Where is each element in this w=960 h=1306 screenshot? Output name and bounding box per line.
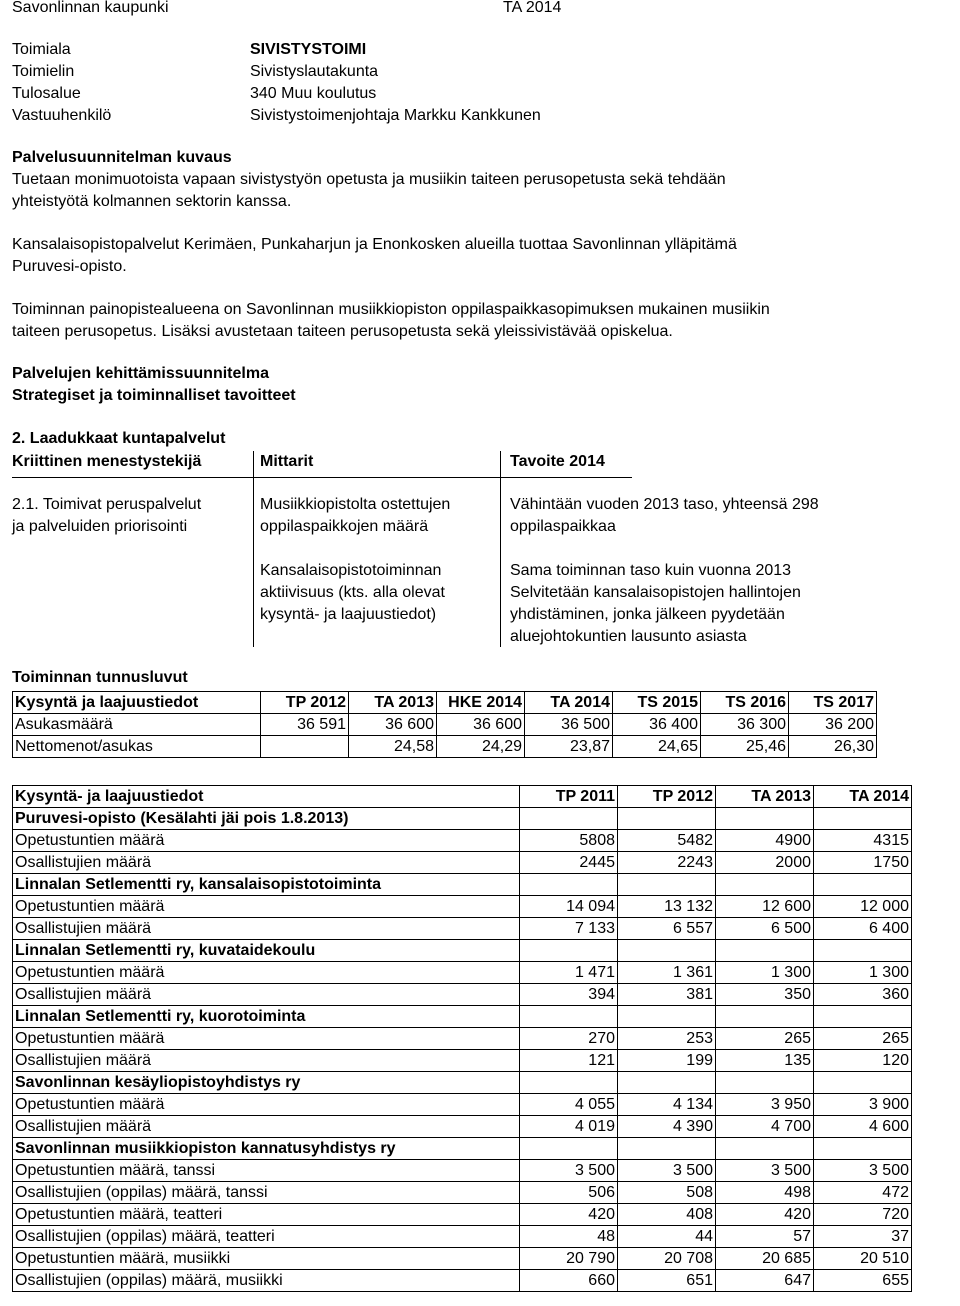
table-row bbox=[13, 1182, 912, 1204]
table-cell: 4900 bbox=[716, 830, 814, 852]
table-row bbox=[13, 852, 912, 874]
table-header-cell: TS 2016 bbox=[701, 692, 789, 714]
table-cell: 4 700 bbox=[716, 1116, 814, 1138]
table-cell bbox=[261, 736, 349, 758]
table-cell bbox=[618, 1006, 716, 1028]
table-header-row bbox=[13, 786, 912, 808]
table-cell bbox=[618, 874, 716, 896]
goals-factor bbox=[12, 494, 201, 538]
table-cell bbox=[618, 808, 716, 830]
table-cell bbox=[520, 874, 618, 896]
table-header-cell: TP 2012 bbox=[261, 692, 349, 714]
table-section-cell: Puruvesi-opisto (Kesälahti jäi pois 1.8.2013) bbox=[13, 808, 520, 830]
table-cell: Opetustuntien määrä, musiikki bbox=[13, 1248, 520, 1270]
table-row bbox=[13, 1204, 912, 1226]
service-plan-paragraph-3 bbox=[12, 299, 947, 343]
goals-metric bbox=[260, 560, 445, 626]
table-cell: Nettomenot/asukas bbox=[13, 736, 261, 758]
table-cell bbox=[716, 940, 814, 962]
table-header-cell: TP 2012 bbox=[618, 786, 716, 808]
goals-target-line: yhdistäminen, jonka jälkeen pyydetään bbox=[510, 606, 785, 623]
info-value: Sivistystoimenjohtaja Markku Kankkunen bbox=[250, 107, 541, 124]
table-cell: 20 685 bbox=[716, 1248, 814, 1270]
goals-col-factor: Kriittinen menestystekijä bbox=[12, 453, 202, 470]
table-cell: 6 500 bbox=[716, 918, 814, 940]
service-plan-heading: Palvelusuunnitelman kuvaus bbox=[12, 149, 232, 166]
table-cell: 36 600 bbox=[349, 714, 437, 736]
table-cell: 12 600 bbox=[716, 896, 814, 918]
table-cell: 3 950 bbox=[716, 1094, 814, 1116]
table-cell bbox=[814, 1138, 912, 1160]
table-cell: 647 bbox=[716, 1270, 814, 1292]
goals-col-divider bbox=[253, 451, 254, 647]
table-header-cell: TA 2014 bbox=[525, 692, 613, 714]
table-cell bbox=[618, 1138, 716, 1160]
table-header-cell: TS 2015 bbox=[613, 692, 701, 714]
table-cell: 12 000 bbox=[814, 896, 912, 918]
table-section-row bbox=[13, 1006, 912, 1028]
table-cell: 720 bbox=[814, 1204, 912, 1226]
demand-table bbox=[12, 785, 912, 1292]
table-cell bbox=[618, 1072, 716, 1094]
table-cell: Opetustuntien määrä bbox=[13, 1028, 520, 1050]
table-row bbox=[13, 1116, 912, 1138]
table-header-row bbox=[13, 692, 877, 714]
table-cell: 472 bbox=[814, 1182, 912, 1204]
table-cell bbox=[814, 808, 912, 830]
table-cell: Asukasmäärä bbox=[13, 714, 261, 736]
goals-target bbox=[510, 560, 801, 648]
table-cell: 3 500 bbox=[716, 1160, 814, 1182]
table-cell: Osallistujien määrä bbox=[13, 852, 520, 874]
info-value: Sivistyslautakunta bbox=[250, 63, 379, 80]
development-heading: Palvelujen kehittämissuunnitelma bbox=[12, 365, 269, 382]
table-cell bbox=[520, 1138, 618, 1160]
table-cell: 3 500 bbox=[618, 1160, 716, 1182]
info-value: 340 Muu koulutus bbox=[250, 85, 377, 102]
table-cell bbox=[716, 1072, 814, 1094]
table-cell: 381 bbox=[618, 984, 716, 1006]
table-cell: 135 bbox=[716, 1050, 814, 1072]
table-cell bbox=[814, 1072, 912, 1094]
table-cell: 48 bbox=[520, 1226, 618, 1248]
table-cell: 23,87 bbox=[525, 736, 613, 758]
table-cell: 57 bbox=[716, 1226, 814, 1248]
table-cell: 508 bbox=[618, 1182, 716, 1204]
info-label: Vastuuhenkilö bbox=[12, 107, 112, 124]
goals-col-target: Tavoite 2014 bbox=[510, 453, 605, 470]
paragraph-line: Puruvesi-opisto. bbox=[12, 258, 127, 275]
goals-target-line: Selvitetään kansalaisopistojen hallintojen bbox=[510, 584, 801, 601]
table-cell: 120 bbox=[814, 1050, 912, 1072]
info-label: Toimiala bbox=[12, 41, 71, 58]
table-cell bbox=[520, 1072, 618, 1094]
table-cell bbox=[520, 940, 618, 962]
table-cell: Opetustuntien määrä bbox=[13, 896, 520, 918]
table-section-cell: Linnalan Setlementti ry, kuorotoiminta bbox=[13, 1006, 520, 1028]
table-cell: 270 bbox=[520, 1028, 618, 1050]
table-cell bbox=[520, 1006, 618, 1028]
goals-target-line: oppilaspaikkaa bbox=[510, 518, 616, 535]
goals-target-line: Vähintään vuoden 2013 taso, yhteensä 298 bbox=[510, 496, 819, 513]
table-cell: 265 bbox=[814, 1028, 912, 1050]
table-cell: 199 bbox=[618, 1050, 716, 1072]
table-cell: 121 bbox=[520, 1050, 618, 1072]
table-cell: 420 bbox=[520, 1204, 618, 1226]
table-cell: 360 bbox=[814, 984, 912, 1006]
goals-metric-line: kysyntä- ja laajuustiedot) bbox=[260, 606, 437, 623]
table-section-row bbox=[13, 940, 912, 962]
table-cell: Osallistujien määrä bbox=[13, 1050, 520, 1072]
table-cell: 2445 bbox=[520, 852, 618, 874]
goals-col-metrics: Mittarit bbox=[260, 453, 314, 470]
table-cell: 36 400 bbox=[613, 714, 701, 736]
table-row bbox=[13, 830, 912, 852]
goals-target bbox=[510, 494, 819, 538]
table-cell: 6 400 bbox=[814, 918, 912, 940]
table-row bbox=[13, 1270, 912, 1292]
table-cell: 3 500 bbox=[814, 1160, 912, 1182]
table-section-row bbox=[13, 874, 912, 896]
table-cell: 26,30 bbox=[789, 736, 877, 758]
table-cell: 3 500 bbox=[520, 1160, 618, 1182]
goals-target-line: Sama toiminnan taso kuin vuonna 2013 bbox=[510, 562, 792, 579]
table-cell: Osallistujien (oppilas) määrä, musiikki bbox=[13, 1270, 520, 1292]
table-cell: 37 bbox=[814, 1226, 912, 1248]
goals-metric bbox=[260, 494, 450, 538]
table-cell: 2000 bbox=[716, 852, 814, 874]
table-cell: 36 300 bbox=[701, 714, 789, 736]
table-cell: 36 500 bbox=[525, 714, 613, 736]
table-cell: 655 bbox=[814, 1270, 912, 1292]
table-cell: 36 591 bbox=[261, 714, 349, 736]
table-cell: Osallistujien (oppilas) määrä, teatteri bbox=[13, 1226, 520, 1248]
table-section-cell: Savonlinnan kesäyliopistoyhdistys ry bbox=[13, 1072, 520, 1094]
table-cell: 4 055 bbox=[520, 1094, 618, 1116]
table-row bbox=[13, 1028, 912, 1050]
document-version: TA 2014 bbox=[503, 0, 562, 16]
key-figures-heading: Toiminnan tunnusluvut bbox=[12, 669, 188, 686]
table-row bbox=[13, 736, 877, 758]
table-cell: 1 300 bbox=[814, 962, 912, 984]
table-cell: 408 bbox=[618, 1204, 716, 1226]
table-cell bbox=[814, 940, 912, 962]
table-cell: Osallistujien määrä bbox=[13, 918, 520, 940]
table-cell bbox=[716, 1138, 814, 1160]
table-header-cell: TA 2013 bbox=[349, 692, 437, 714]
table-cell: Osallistujien määrä bbox=[13, 1116, 520, 1138]
paragraph-line: taiteen perusopetus. Lisäksi avustetaan taiteen perusopetusta sekä yleissivistävää opiskelua. bbox=[12, 323, 673, 340]
table-cell: 5808 bbox=[520, 830, 618, 852]
table-cell: 498 bbox=[716, 1182, 814, 1204]
table-section-row bbox=[13, 1138, 912, 1160]
table-header-cell: TS 2017 bbox=[789, 692, 877, 714]
table-cell: 36 600 bbox=[437, 714, 525, 736]
table-cell: 4 600 bbox=[814, 1116, 912, 1138]
table-cell: 651 bbox=[618, 1270, 716, 1292]
table-cell: 4 019 bbox=[520, 1116, 618, 1138]
table-header-cell: Kysyntä- ja laajuustiedot bbox=[13, 786, 520, 808]
table-row bbox=[13, 984, 912, 1006]
table-row bbox=[13, 1248, 912, 1270]
paragraph-line: Tuetaan monimuotoista vapaan sivistystyön opetusta ja musiikin taiteen perusopetusta sekä tehdään bbox=[12, 171, 726, 188]
table-cell bbox=[520, 808, 618, 830]
table-section-row bbox=[13, 808, 912, 830]
table-section-cell: Savonlinnan musiikkiopiston kannatusyhdistys ry bbox=[13, 1138, 520, 1160]
paragraph-line: yhteistyötä kolmannen sektorin kanssa. bbox=[12, 193, 292, 210]
table-cell: 350 bbox=[716, 984, 814, 1006]
table-cell: Opetustuntien määrä bbox=[13, 962, 520, 984]
table-cell: 5482 bbox=[618, 830, 716, 852]
table-cell bbox=[814, 1006, 912, 1028]
table-cell: 4 390 bbox=[618, 1116, 716, 1138]
table-cell: 4 134 bbox=[618, 1094, 716, 1116]
table-header-cell: Kysyntä ja laajuustiedot bbox=[13, 692, 261, 714]
table-row bbox=[13, 918, 912, 940]
goals-header-rule bbox=[12, 477, 632, 478]
table-header-cell: TP 2011 bbox=[520, 786, 618, 808]
table-cell: 44 bbox=[618, 1226, 716, 1248]
table-section-cell: Linnalan Setlementti ry, kuvataidekoulu bbox=[13, 940, 520, 962]
info-label: Toimielin bbox=[12, 63, 75, 80]
table-cell bbox=[716, 874, 814, 896]
service-plan-paragraph-1 bbox=[12, 169, 947, 213]
table-cell: 24,65 bbox=[613, 736, 701, 758]
table-cell: 24,29 bbox=[437, 736, 525, 758]
table-cell: 14 094 bbox=[520, 896, 618, 918]
table-cell: 7 133 bbox=[520, 918, 618, 940]
table-cell bbox=[716, 808, 814, 830]
table-cell: 1 361 bbox=[618, 962, 716, 984]
goals-col-divider bbox=[500, 451, 501, 647]
paragraph-line: Kansalaisopistopalvelut Kerimäen, Punkaharjun ja Enonkosken alueilla tuottaa Savonlinnan ylläpitämä bbox=[12, 236, 737, 253]
table-cell bbox=[618, 940, 716, 962]
table-row bbox=[13, 714, 877, 736]
info-label: Tulosalue bbox=[12, 85, 81, 102]
table-cell bbox=[716, 1006, 814, 1028]
key-figures-table bbox=[12, 691, 877, 758]
table-cell: Osallistujien (oppilas) määrä, tanssi bbox=[13, 1182, 520, 1204]
table-cell: 4315 bbox=[814, 830, 912, 852]
table-cell: 420 bbox=[716, 1204, 814, 1226]
table-cell: 20 708 bbox=[618, 1248, 716, 1270]
goals-target-line: aluejohtokuntien lausunto asiasta bbox=[510, 628, 747, 645]
section-heading: 2. Laadukkaat kuntapalvelut bbox=[12, 430, 226, 447]
goals-metric-line: aktiivisuus (kts. alla olevat bbox=[260, 584, 445, 601]
table-cell: 36 200 bbox=[789, 714, 877, 736]
table-cell: 1 300 bbox=[716, 962, 814, 984]
city-name: Savonlinnan kaupunki bbox=[12, 0, 169, 16]
table-cell: 265 bbox=[716, 1028, 814, 1050]
table-section-row bbox=[13, 1072, 912, 1094]
goals-metric-line: oppilaspaikkojen määrä bbox=[260, 518, 429, 535]
table-cell: 394 bbox=[520, 984, 618, 1006]
paragraph-line: Toiminnan painopistealueena on Savonlinnan musiikkiopiston oppilaspaikkasopimuksen mukainen musiikin bbox=[12, 301, 770, 318]
service-plan-paragraph-2 bbox=[12, 234, 947, 278]
table-cell: 13 132 bbox=[618, 896, 716, 918]
table-row bbox=[13, 962, 912, 984]
table-header-cell: TA 2014 bbox=[814, 786, 912, 808]
table-row bbox=[13, 1226, 912, 1248]
table-cell: Osallistujien määrä bbox=[13, 984, 520, 1006]
table-cell: 2243 bbox=[618, 852, 716, 874]
goals-metric-line: Musiikkiopistolta ostettujen bbox=[260, 496, 451, 513]
strategy-heading: Strategiset ja toiminnalliset tavoitteet bbox=[12, 387, 296, 404]
table-cell: Opetustuntien määrä, teatteri bbox=[13, 1204, 520, 1226]
table-cell: 1 471 bbox=[520, 962, 618, 984]
table-cell: Opetustuntien määrä bbox=[13, 1094, 520, 1116]
goals-factor-line: ja palveluiden priorisointi bbox=[12, 518, 188, 535]
table-header-cell: TA 2013 bbox=[716, 786, 814, 808]
table-cell: 20 790 bbox=[520, 1248, 618, 1270]
table-row bbox=[13, 1094, 912, 1116]
table-cell: Opetustuntien määrä bbox=[13, 830, 520, 852]
table-cell: 24,58 bbox=[349, 736, 437, 758]
table-cell: 1750 bbox=[814, 852, 912, 874]
table-cell: 3 900 bbox=[814, 1094, 912, 1116]
goals-metric-line: Kansalaisopistotoiminnan bbox=[260, 562, 442, 579]
table-cell: 20 510 bbox=[814, 1248, 912, 1270]
table-row bbox=[13, 896, 912, 918]
goals-factor-line: 2.1. Toimivat peruspalvelut bbox=[12, 496, 202, 513]
table-cell: 25,46 bbox=[701, 736, 789, 758]
info-value: SIVISTYSTOIMI bbox=[250, 41, 367, 58]
table-header-cell: HKE 2014 bbox=[437, 692, 525, 714]
table-row bbox=[13, 1050, 912, 1072]
table-cell bbox=[814, 874, 912, 896]
table-cell: Opetustuntien määrä, tanssi bbox=[13, 1160, 520, 1182]
table-row bbox=[13, 1160, 912, 1182]
table-cell: 253 bbox=[618, 1028, 716, 1050]
table-cell: 506 bbox=[520, 1182, 618, 1204]
table-section-cell: Linnalan Setlementti ry, kansalaisopistotoiminta bbox=[13, 874, 520, 896]
table-cell: 6 557 bbox=[618, 918, 716, 940]
table-cell: 660 bbox=[520, 1270, 618, 1292]
